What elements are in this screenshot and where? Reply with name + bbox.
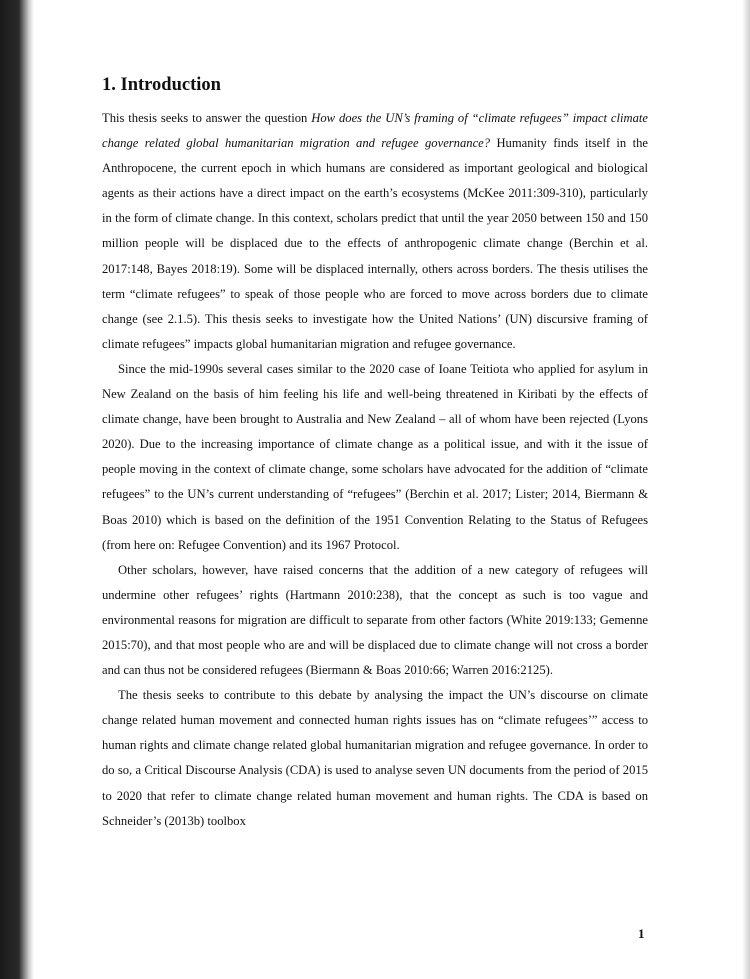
page-shadow-edge — [742, 0, 750, 979]
paragraph-3: Other scholars, however, have raised concerns that the addition of a new category of refugees will undermine other refugees’ rights (Hartmann 2010:238), that the concept as such is too vague and environmental reasons for migration are difficult to separate from other factors (White 2019:133; Gemenne 2015:70), and that most people who are and will be displaced due to climate change will not cross a border and can thus not be considered refugees (Biermann & Boas 2010:66; Warren 2016:2125). — [102, 562, 648, 678]
paragraph-2: Since the mid-1990s several cases similar to the 2020 case of Ioane Teitiota who applied for asylum in New Zealand on the basis of him feeling his life and well-being threatened in Kiribati by the effects of climate change, have been brought to Australia and New Zealand – all of whom have been rejected (Lyons 2020). Due to the increasing importance of climate change as a political issue, and with it the issue of people moving in the context of climate change, some scholars have advocated for the addition of “climate refugees” to the UN’s current understanding of “refugees” (Berchin et al. 2017; Lister; 2014, Biermann & Boas 2010) which is based on the definition of the 1951 Convention Relating to the Status of Refugees (from here on: Refugee Convention) and its 1967 Protocol. — [102, 361, 648, 552]
page-content — [102, 72, 648, 834]
paragraph-1-lead: This thesis seeks to answer the question — [102, 111, 312, 125]
paragraph-4: The thesis seeks to contribute to this debate by analysing the impact the UN’s discourse on climate change related human movement and connected human rights issues has on “climate refugees’” access to human rights and climate change related global humanitarian migration and refugee governance. In order to do so, a Critical Discourse Analysis (CDA) is used to analyse seven UN documents from the period of 2015 to 2020 that refer to climate change related human movement and human rights. The CDA is based on Schneider’s (2013b) toolbox — [102, 688, 648, 828]
section-heading: 1. Introduction — [102, 75, 221, 95]
paragraph-1 — [102, 106, 648, 357]
research-question: How does the UN’s framing of “climate refugees” impact climate change related global humanitarian migration and refugee governance? — [102, 111, 648, 151]
dark-background-edge — [0, 0, 34, 979]
paragraph-1-rest: Humanity finds itself in the Anthropocene, the current epoch in which humans are considered as important geological and biological agents as their actions have a direct impact on the earth’s ecosystems (McKee 2011:309-310), particularly in the form of climate change. In this context, scholars predict that until the year 2050 between 150 and 150 million people will be displaced due to the effects of anthropogenic climate change (Berchin et al. 2017:148, Bayes 2018:19). Some will be displaced internally, others across borders. The thesis utilises the term “climate refugees” to speak of those people who are forced to move across borders due to climate change (see 2.1.5). This thesis seeks to investigate how the United Nations’ (UN) discursive framing of climate refugees” impacts global humanitarian migration and refugee governance. — [102, 136, 648, 351]
page-number: 1 — [638, 926, 645, 941]
